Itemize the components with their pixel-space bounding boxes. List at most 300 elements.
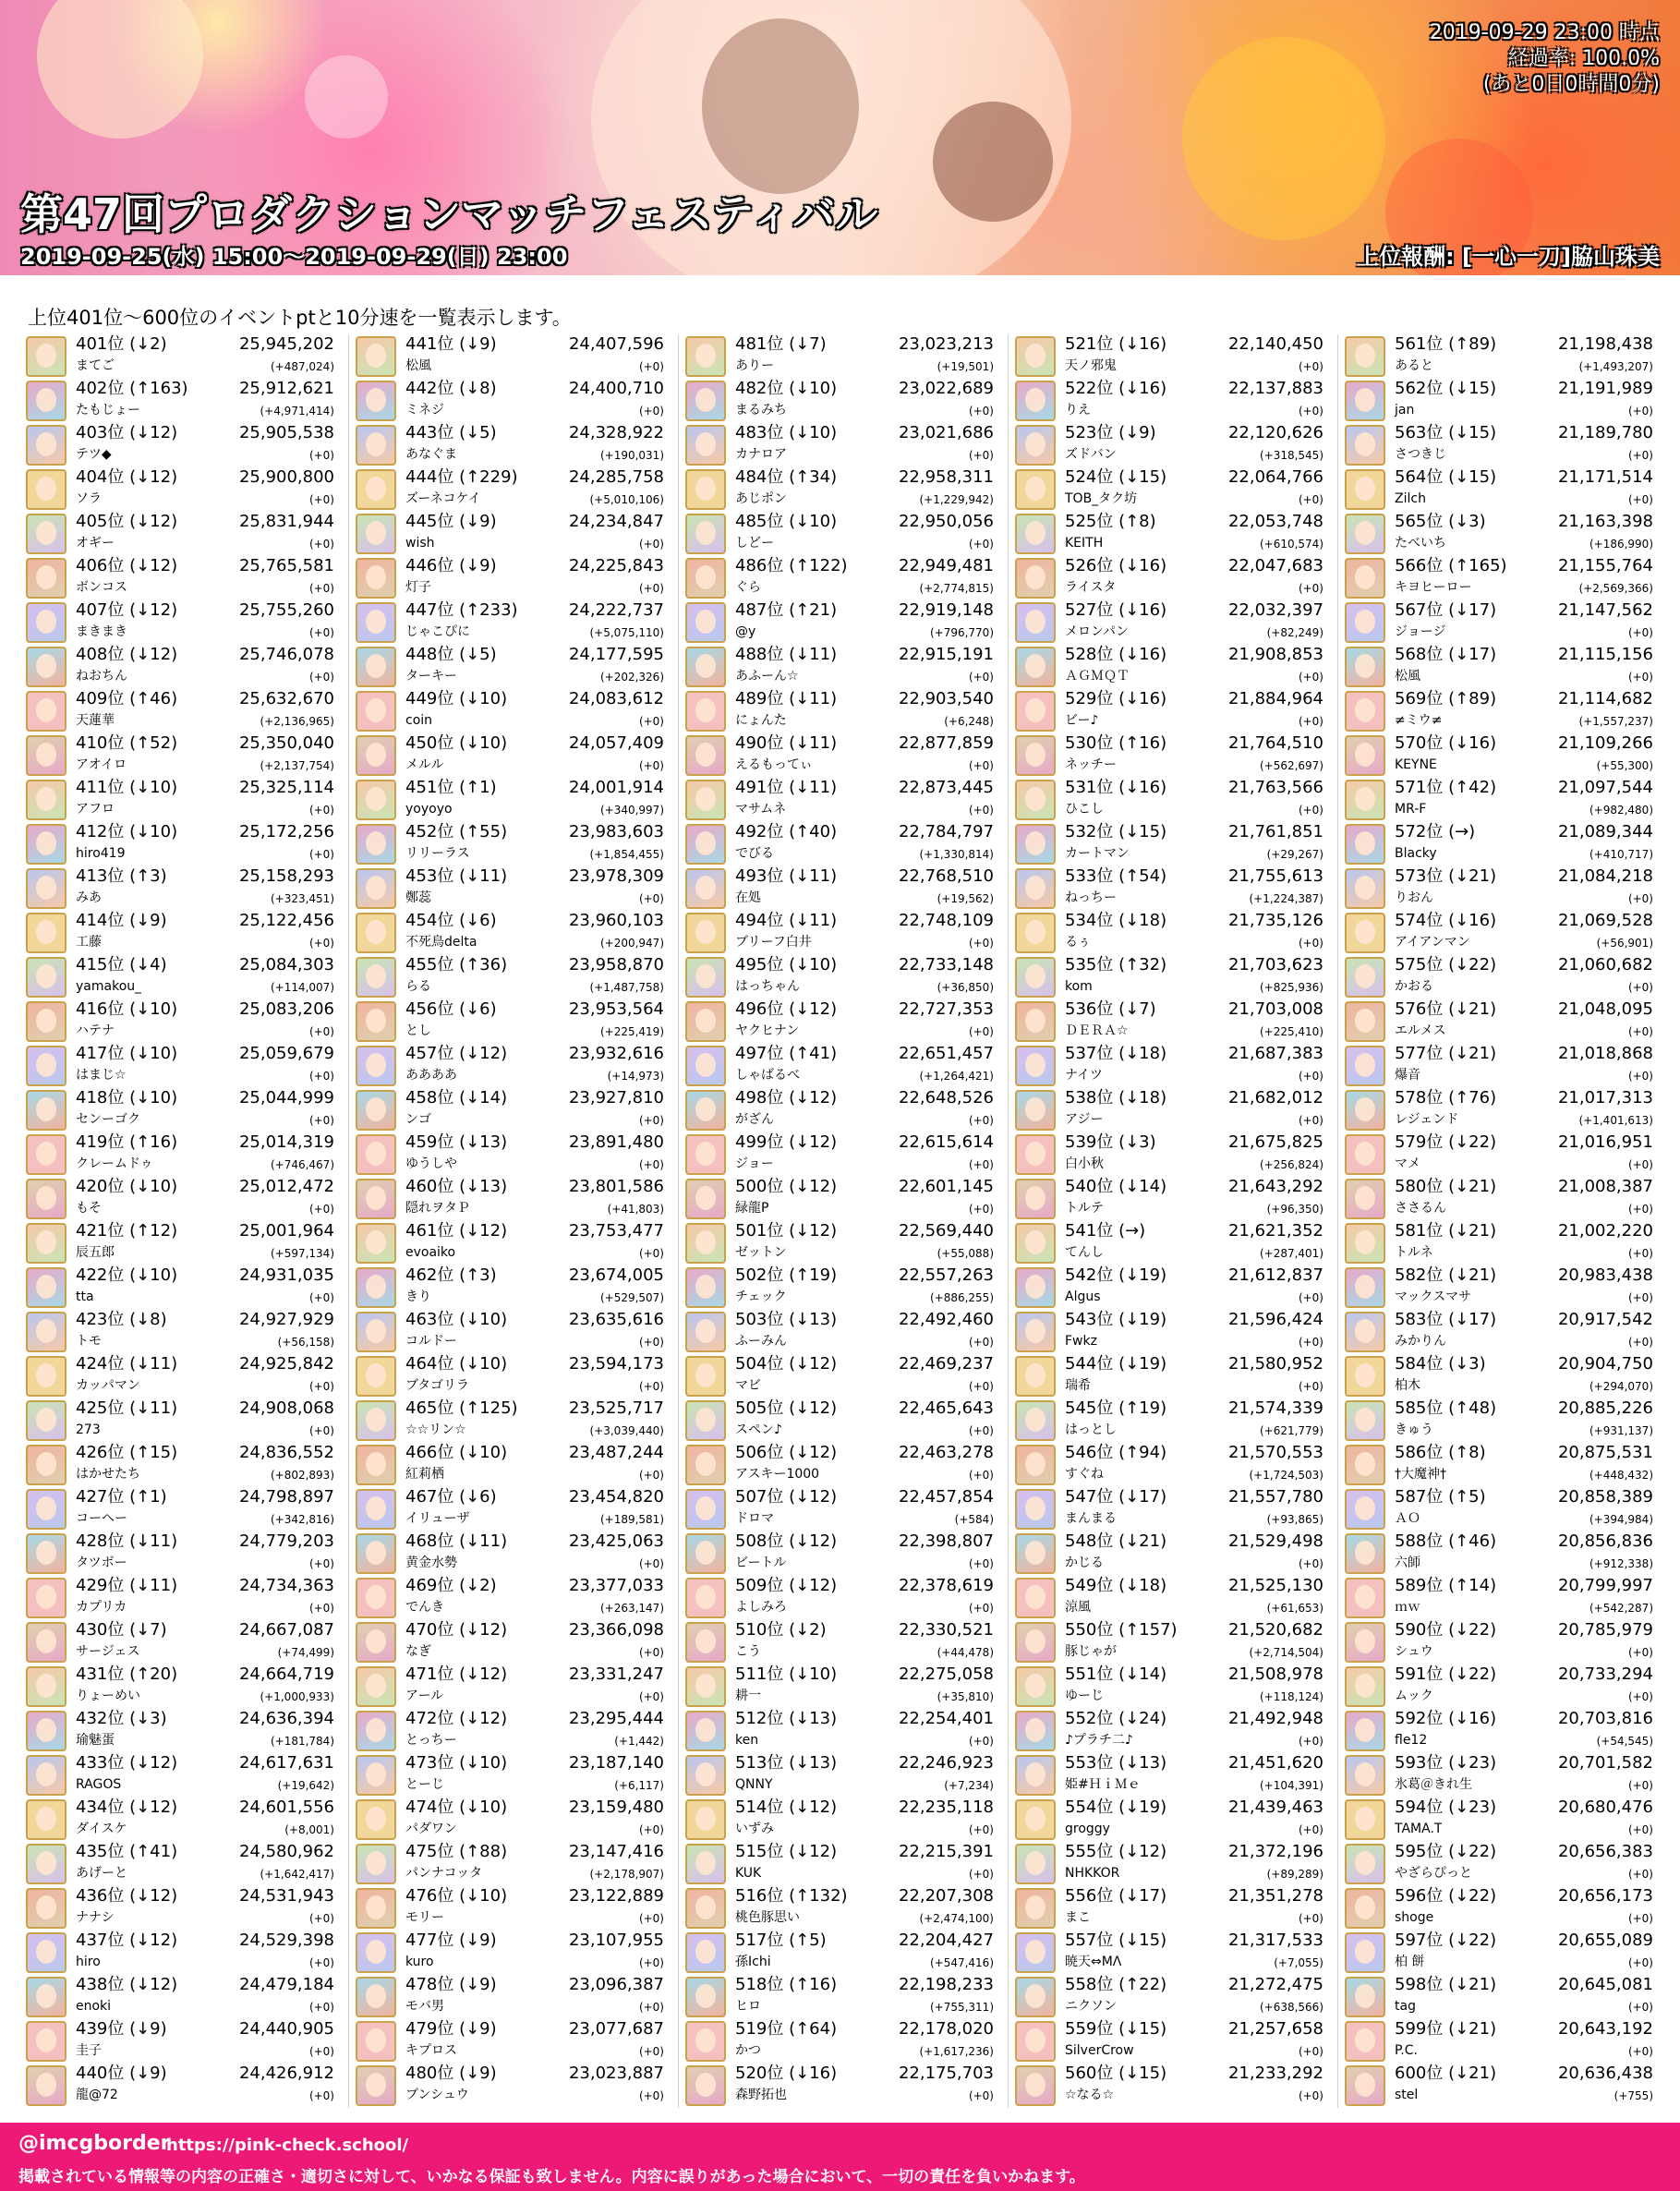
rank-label: 534位 (↓18) <box>1065 911 1167 930</box>
idol-avatar <box>685 1799 726 1840</box>
event-points: 21,755,613 <box>1227 866 1323 886</box>
event-points: 24,664,719 <box>238 1664 334 1684</box>
idol-avatar <box>1015 1711 1056 1751</box>
event-points: 22,457,854 <box>898 1487 994 1507</box>
producer-name: まてご <box>76 358 115 373</box>
idol-avatar <box>1345 1400 1385 1441</box>
event-points: 23,960,103 <box>568 911 664 930</box>
rank-label: 472位 (↓12) <box>405 1709 508 1728</box>
producer-name: ソラ <box>76 491 102 506</box>
producer-name: アイアンマン <box>1395 935 1470 950</box>
idol-avatar <box>1345 1046 1385 1086</box>
producer-name: カッパマン <box>76 1378 140 1393</box>
idol-avatar <box>1015 1267 1056 1308</box>
rank-label: 467位 (↓6) <box>405 1487 497 1507</box>
event-points: 21,233,292 <box>1227 2064 1323 2083</box>
ranking-entry <box>685 1531 1001 1576</box>
idol-avatar <box>1345 780 1385 820</box>
producer-name: キプロス <box>405 2043 457 2058</box>
rank-label: 443位 (↓5) <box>405 423 497 442</box>
event-points: 21,451,620 <box>1227 1753 1323 1773</box>
ranking-entry <box>26 334 342 379</box>
ten-minute-speed: (+82,249) <box>1266 626 1323 639</box>
ranking-entry <box>685 600 1001 645</box>
producer-name: 緑龍P <box>735 1201 769 1216</box>
idol-avatar <box>685 1090 726 1131</box>
producer-name: モバ男 <box>405 1999 444 2014</box>
ranking-entry <box>356 733 671 778</box>
ranking-entry <box>356 1398 671 1443</box>
event-points: 24,734,363 <box>238 1576 334 1595</box>
event-points: 20,885,226 <box>1557 1398 1653 1418</box>
ranking-entry <box>1015 1931 1331 1975</box>
ranking-entry <box>1015 334 1331 379</box>
ranking-entry <box>356 2064 671 2108</box>
rank-label: 514位 (↓12) <box>735 1798 838 1817</box>
event-points: 23,107,955 <box>568 1931 664 1950</box>
ten-minute-speed: (+0) <box>1627 449 1653 462</box>
producer-name: KUK <box>735 1866 762 1881</box>
rank-label: 596位 (↓22) <box>1395 1886 1497 1906</box>
top-reward: 上位報酬: [一心一刀]脇山珠美 <box>1357 244 1660 270</box>
event-points: 22,235,118 <box>898 1798 994 1817</box>
rank-label: 496位 (↓12) <box>735 999 838 1019</box>
ten-minute-speed: (+294,070) <box>1589 1380 1653 1393</box>
ranking-entry <box>1015 1975 1331 2019</box>
event-points: 22,873,445 <box>898 778 994 797</box>
producer-name: ブリーフ白井 <box>735 935 812 950</box>
event-points: 24,234,847 <box>568 512 664 531</box>
ten-minute-speed: (+0) <box>638 1380 664 1393</box>
idol-avatar <box>356 957 396 998</box>
producer-name: スペン♪ <box>735 1422 782 1437</box>
idol-avatar <box>1345 514 1385 554</box>
ranking-entry <box>1015 1443 1331 1487</box>
ranking-entry <box>1345 379 1661 423</box>
ranking-entry <box>1345 1664 1661 1709</box>
ten-minute-speed: (+19,562) <box>937 892 994 905</box>
idol-avatar <box>1015 336 1056 377</box>
ten-minute-speed: (+0) <box>638 1690 664 1703</box>
producer-name: ネッチー <box>1065 757 1117 772</box>
ranking-entry <box>26 1709 342 1753</box>
ranking-entry <box>1345 1132 1661 1177</box>
producer-name: しゃばるべ <box>735 1068 800 1083</box>
idol-avatar <box>1015 1932 1056 1973</box>
idol-avatar <box>1015 647 1056 687</box>
producer-name: あげーと <box>76 1866 127 1881</box>
rank-label: 506位 (↓12) <box>735 1443 838 1462</box>
ranking-entry <box>356 1310 671 1354</box>
producer-name: 273 <box>76 1422 101 1437</box>
rank-label: 513位 (↓13) <box>735 1753 838 1773</box>
ten-minute-speed: (+0) <box>638 1557 664 1570</box>
ranking-entry <box>685 467 1001 512</box>
ten-minute-speed: (+0) <box>308 1070 334 1083</box>
ranking-entry <box>1345 2064 1661 2108</box>
producer-name: アオイロ <box>76 757 127 772</box>
producer-name: 辰五郎 <box>76 1245 115 1260</box>
ranking-entry <box>356 1354 671 1398</box>
ten-minute-speed: (+0) <box>308 937 334 950</box>
ranking-entry <box>1345 467 1661 512</box>
ten-minute-speed: (+0) <box>968 449 994 462</box>
producer-name: キヨヒーロー <box>1395 580 1472 595</box>
event-points: 21,884,964 <box>1227 689 1323 708</box>
rank-label: 588位 (↑46) <box>1395 1531 1497 1551</box>
ten-minute-speed: (+0) <box>1298 1735 1323 1748</box>
ten-minute-speed: (+36,850) <box>937 981 994 994</box>
producer-name: ねっちー <box>1065 890 1117 905</box>
idol-avatar <box>1015 1445 1056 1485</box>
rank-label: 432位 (↓3) <box>76 1709 167 1728</box>
rank-label: 429位 (↓11) <box>76 1576 178 1595</box>
idol-avatar <box>1345 1755 1385 1796</box>
event-points: 21,114,682 <box>1557 689 1653 708</box>
idol-avatar <box>1015 691 1056 732</box>
idol-avatar <box>356 824 396 865</box>
ranking-entry <box>26 689 342 733</box>
idol-avatar <box>1015 514 1056 554</box>
ten-minute-speed: (+0) <box>308 626 334 639</box>
rank-label: 421位 (↑12) <box>76 1221 178 1241</box>
event-points: 24,328,922 <box>568 423 664 442</box>
idol-avatar <box>1015 1622 1056 1663</box>
event-points: 25,084,303 <box>238 955 334 974</box>
ten-minute-speed: (+0) <box>968 1114 994 1127</box>
event-points: 21,163,398 <box>1557 512 1653 531</box>
event-points: 22,275,058 <box>898 1664 994 1684</box>
producer-name: コルドー <box>405 1334 457 1349</box>
ranking-entry <box>1345 778 1661 822</box>
producer-name: ゼットン <box>735 1245 787 1260</box>
rank-label: 470位 (↓12) <box>405 1620 508 1640</box>
ten-minute-speed: (+0) <box>308 2001 334 2014</box>
ten-minute-speed: (+2,774,815) <box>919 582 994 595</box>
producer-name: ハテナ <box>76 1023 115 1038</box>
event-points: 23,454,820 <box>568 1487 664 1507</box>
idol-avatar <box>685 425 726 466</box>
producer-name: tag <box>1395 1999 1416 2014</box>
rank-label: 567位 (↓17) <box>1395 600 1497 620</box>
producer-name: コーヘー <box>76 1511 127 1526</box>
ranking-entry <box>1015 1886 1331 1931</box>
idol-avatar <box>685 469 726 510</box>
event-points: 20,733,294 <box>1557 1664 1653 1684</box>
ranking-entry <box>685 1132 1001 1177</box>
rank-label: 475位 (↑88) <box>405 1842 508 1861</box>
idol-avatar <box>26 1001 66 1042</box>
event-points: 23,122,889 <box>568 1886 664 1906</box>
rank-label: 599位 (↓21) <box>1395 2019 1497 2039</box>
ten-minute-speed: (+186,990) <box>1589 538 1653 551</box>
rank-label: 449位 (↓10) <box>405 689 508 708</box>
ranking-entry <box>356 1931 671 1975</box>
ten-minute-speed: (+41,803) <box>607 1203 664 1216</box>
idol-avatar <box>356 1578 396 1618</box>
producer-name: こう <box>735 1644 761 1659</box>
ranking-entry <box>1015 999 1331 1044</box>
rank-label: 539位 (↓3) <box>1065 1132 1156 1152</box>
rank-label: 501位 (↓12) <box>735 1221 838 1241</box>
producer-name: ズドバン <box>1065 447 1117 462</box>
event-points: 25,044,999 <box>238 1088 334 1108</box>
idol-avatar <box>356 1799 396 1840</box>
rank-label: 444位 (↑229) <box>405 467 518 487</box>
ranking-entry <box>685 733 1001 778</box>
ten-minute-speed: (+55,300) <box>1596 759 1653 772</box>
ranking-entry <box>26 1620 342 1664</box>
ten-minute-speed: (+584) <box>954 1513 994 1526</box>
producer-name: とし <box>405 1023 431 1038</box>
producer-name: tta <box>76 1289 94 1304</box>
rank-label: 459位 (↓13) <box>405 1132 508 1152</box>
ten-minute-speed: (+181,784) <box>270 1735 334 1748</box>
ten-minute-speed: (+0) <box>968 1557 994 1570</box>
ten-minute-speed: (+0) <box>1298 493 1323 506</box>
ten-minute-speed: (+0) <box>1627 493 1653 506</box>
producer-name: hiro419 <box>76 846 126 861</box>
producer-name: はかせたち <box>76 1467 140 1482</box>
rank-label: 463位 (↓10) <box>405 1310 508 1329</box>
producer-name: groggy <box>1065 1822 1110 1836</box>
ten-minute-speed: (+0) <box>1298 671 1323 684</box>
ranking-entry <box>356 423 671 467</box>
ten-minute-speed: (+93,865) <box>1266 1513 1323 1526</box>
rank-label: 413位 (↑3) <box>76 866 167 886</box>
status-block <box>1430 20 1660 98</box>
rank-label: 487位 (↑21) <box>735 600 838 620</box>
producer-name: ひこし <box>1065 802 1104 817</box>
producer-name: トルネ <box>1395 1245 1433 1260</box>
event-points: 24,177,595 <box>568 645 664 664</box>
event-points: 25,083,206 <box>238 999 334 1019</box>
event-points: 25,632,670 <box>238 689 334 708</box>
idol-avatar <box>356 1711 396 1751</box>
ten-minute-speed: (+225,419) <box>599 1025 664 1038</box>
event-points: 24,400,710 <box>568 379 664 398</box>
idol-avatar <box>356 691 396 732</box>
rank-label: 597位 (↓22) <box>1395 1931 1497 1950</box>
idol-avatar <box>26 469 66 510</box>
producer-name: アスキー1000 <box>735 1467 820 1482</box>
snapshot-time: 2019-09-29 23:00 時点 <box>1429 21 1660 44</box>
producer-name: P.C. <box>1395 2043 1418 2058</box>
event-points: 20,636,438 <box>1557 2064 1653 2083</box>
event-points: 25,905,538 <box>238 423 334 442</box>
producer-name: まきまき <box>76 624 127 639</box>
rank-label: 524位 (↓15) <box>1065 467 1167 487</box>
idol-avatar <box>1345 1001 1385 1042</box>
ranking-entry <box>685 911 1001 955</box>
producer-name: まるみち <box>735 403 787 418</box>
ranking-entry <box>1345 1753 1661 1798</box>
idol-avatar <box>685 381 726 421</box>
producer-name: ありー <box>735 358 774 373</box>
event-points: 22,330,521 <box>898 1620 994 1640</box>
rank-label: 598位 (↓21) <box>1395 1975 1497 1994</box>
producer-name: SilverCrow <box>1065 2043 1134 2058</box>
idol-avatar <box>1015 913 1056 953</box>
idol-avatar <box>356 1046 396 1086</box>
rank-label: 536位 (↓7) <box>1065 999 1156 1019</box>
ranking-entry <box>26 1310 342 1354</box>
idol-avatar <box>26 336 66 377</box>
column-divider <box>678 334 679 2108</box>
idol-avatar <box>356 1400 396 1441</box>
event-points: 21,703,008 <box>1227 999 1323 1019</box>
idol-avatar <box>26 824 66 865</box>
ten-minute-speed: (+2,569,366) <box>1578 582 1653 595</box>
idol-avatar <box>685 868 726 909</box>
idol-avatar <box>1345 1356 1385 1397</box>
idol-avatar <box>26 1134 66 1175</box>
ranking-entry <box>1015 1664 1331 1709</box>
rank-label: 578位 (↑76) <box>1395 1088 1497 1108</box>
ten-minute-speed: (+0) <box>1298 2045 1323 2058</box>
ranking-entry <box>1345 1398 1661 1443</box>
idol-avatar <box>356 1932 396 1973</box>
ranking-entry <box>26 423 342 467</box>
ten-minute-speed: (+318,545) <box>1259 449 1323 462</box>
ranking-entry <box>685 1398 1001 1443</box>
rank-label: 460位 (↓13) <box>405 1177 508 1196</box>
ranking-entry <box>1345 1265 1661 1310</box>
ranking-entry <box>685 1177 1001 1221</box>
event-points: 24,931,035 <box>238 1265 334 1285</box>
idol-avatar <box>1345 558 1385 599</box>
ranking-entry <box>1015 423 1331 467</box>
ten-minute-speed: (+1,854,455) <box>589 848 664 861</box>
ten-minute-speed: (+0) <box>968 2089 994 2102</box>
ranking-entry <box>1015 1310 1331 1354</box>
rank-label: 529位 (↓16) <box>1065 689 1167 708</box>
producer-name: タツボー <box>76 1555 127 1570</box>
producer-name: ジョー <box>735 1156 774 1171</box>
ten-minute-speed: (+1,401,613) <box>1578 1114 1653 1127</box>
rank-label: 469位 (↓2) <box>405 1576 497 1595</box>
rank-label: 473位 (↓10) <box>405 1753 508 1773</box>
event-points: 25,755,260 <box>238 600 334 620</box>
idol-avatar <box>26 913 66 953</box>
event-points: 21,191,989 <box>1557 379 1653 398</box>
producer-name: coin <box>405 713 433 728</box>
producer-name: さつきじ <box>1395 447 1446 462</box>
producer-name: あふーん☆ <box>735 669 799 684</box>
idol-avatar <box>1015 425 1056 466</box>
event-points: 22,615,614 <box>898 1132 994 1152</box>
ten-minute-speed: (+7,234) <box>944 1779 994 1792</box>
rank-label: 437位 (↓12) <box>76 1931 178 1950</box>
producer-name: カートマン <box>1065 846 1130 861</box>
ranking-entry <box>1015 1221 1331 1265</box>
rank-label: 500位 (↓12) <box>735 1177 838 1196</box>
producer-name: でびる <box>735 846 774 861</box>
rank-label: 550位 (↑157) <box>1065 1620 1178 1640</box>
ten-minute-speed: (+886,255) <box>929 1291 994 1304</box>
idol-avatar <box>685 1932 726 1973</box>
idol-avatar <box>356 1844 396 1884</box>
ten-minute-speed: (+638,566) <box>1259 2001 1323 2014</box>
ten-minute-speed: (+562,697) <box>1259 759 1323 772</box>
ten-minute-speed: (+755,311) <box>929 2001 994 2014</box>
ranking-entry <box>685 1487 1001 1531</box>
idol-avatar <box>1345 1844 1385 1884</box>
ten-minute-speed: (+0) <box>638 892 664 905</box>
rank-label: 417位 (↓10) <box>76 1044 178 1063</box>
rank-label: 535位 (↑32) <box>1065 955 1167 974</box>
event-points: 20,904,750 <box>1557 1354 1653 1374</box>
producer-name: ミネジ <box>405 403 444 418</box>
ten-minute-speed: (+0) <box>968 1158 994 1171</box>
rank-label: 538位 (↓18) <box>1065 1088 1167 1108</box>
event-points: 22,465,643 <box>898 1398 994 1418</box>
event-points: 22,120,626 <box>1227 423 1323 442</box>
ten-minute-speed: (+621,779) <box>1259 1424 1323 1437</box>
ten-minute-speed: (+0) <box>1298 1114 1323 1127</box>
event-points: 23,594,173 <box>568 1354 664 1374</box>
producer-name: ゆうしや <box>405 1156 457 1171</box>
rank-label: 451位 (↑1) <box>405 778 497 797</box>
idol-avatar <box>1015 1489 1056 1530</box>
twitter-handle[interactable]: @imcgborder <box>18 2132 171 2155</box>
idol-avatar <box>685 647 726 687</box>
ten-minute-speed: (+0) <box>968 1469 994 1482</box>
ten-minute-speed: (+0) <box>638 360 664 373</box>
rank-label: 497位 (↑41) <box>735 1044 838 1063</box>
ranking-entry <box>685 1443 1001 1487</box>
site-link[interactable]: https://pink-check.school/ <box>166 2136 409 2155</box>
event-points: 22,140,450 <box>1227 334 1323 354</box>
rank-label: 461位 (↓12) <box>405 1221 508 1241</box>
ranking-entry <box>1015 733 1331 778</box>
ranking-entry <box>26 1886 342 1931</box>
ranking-entry <box>1345 645 1661 689</box>
idol-avatar <box>26 1223 66 1264</box>
producer-name: かおる <box>1395 979 1433 994</box>
producer-name: リリーラス <box>405 846 470 861</box>
idol-avatar <box>1015 1134 1056 1175</box>
rank-label: 422位 (↓10) <box>76 1265 178 1285</box>
event-points: 22,949,481 <box>898 556 994 575</box>
event-points: 24,667,087 <box>238 1620 334 1640</box>
event-points: 23,932,616 <box>568 1044 664 1063</box>
ranking-entry <box>356 1886 671 1931</box>
rank-label: 579位 (↓22) <box>1395 1132 1497 1152</box>
event-points: 24,083,612 <box>568 689 664 708</box>
producer-name: ンゴ <box>405 1112 431 1127</box>
ten-minute-speed: (+7,055) <box>1274 1956 1323 1969</box>
idol-avatar <box>26 558 66 599</box>
event-points: 21,008,387 <box>1557 1177 1653 1196</box>
rank-label: 556位 (↓17) <box>1065 1886 1167 1906</box>
ten-minute-speed: (+0) <box>638 1469 664 1482</box>
ten-minute-speed: (+0) <box>308 1380 334 1393</box>
rank-label: 511位 (↓10) <box>735 1664 838 1684</box>
idol-avatar <box>356 913 396 953</box>
idol-avatar <box>1345 336 1385 377</box>
ranking-entry <box>356 1221 671 1265</box>
producer-name: hiro <box>76 1955 101 1969</box>
producer-name: NHKKOR <box>1065 1866 1120 1881</box>
ranking-entry <box>685 423 1001 467</box>
rank-label: 592位 (↓16) <box>1395 1709 1497 1728</box>
column-divider <box>1008 334 1009 2108</box>
event-points: 24,222,737 <box>568 600 664 620</box>
rank-label: 530位 (↑16) <box>1065 733 1167 753</box>
rank-label: 445位 (↓9) <box>405 512 497 531</box>
ranking-entry <box>1015 866 1331 911</box>
